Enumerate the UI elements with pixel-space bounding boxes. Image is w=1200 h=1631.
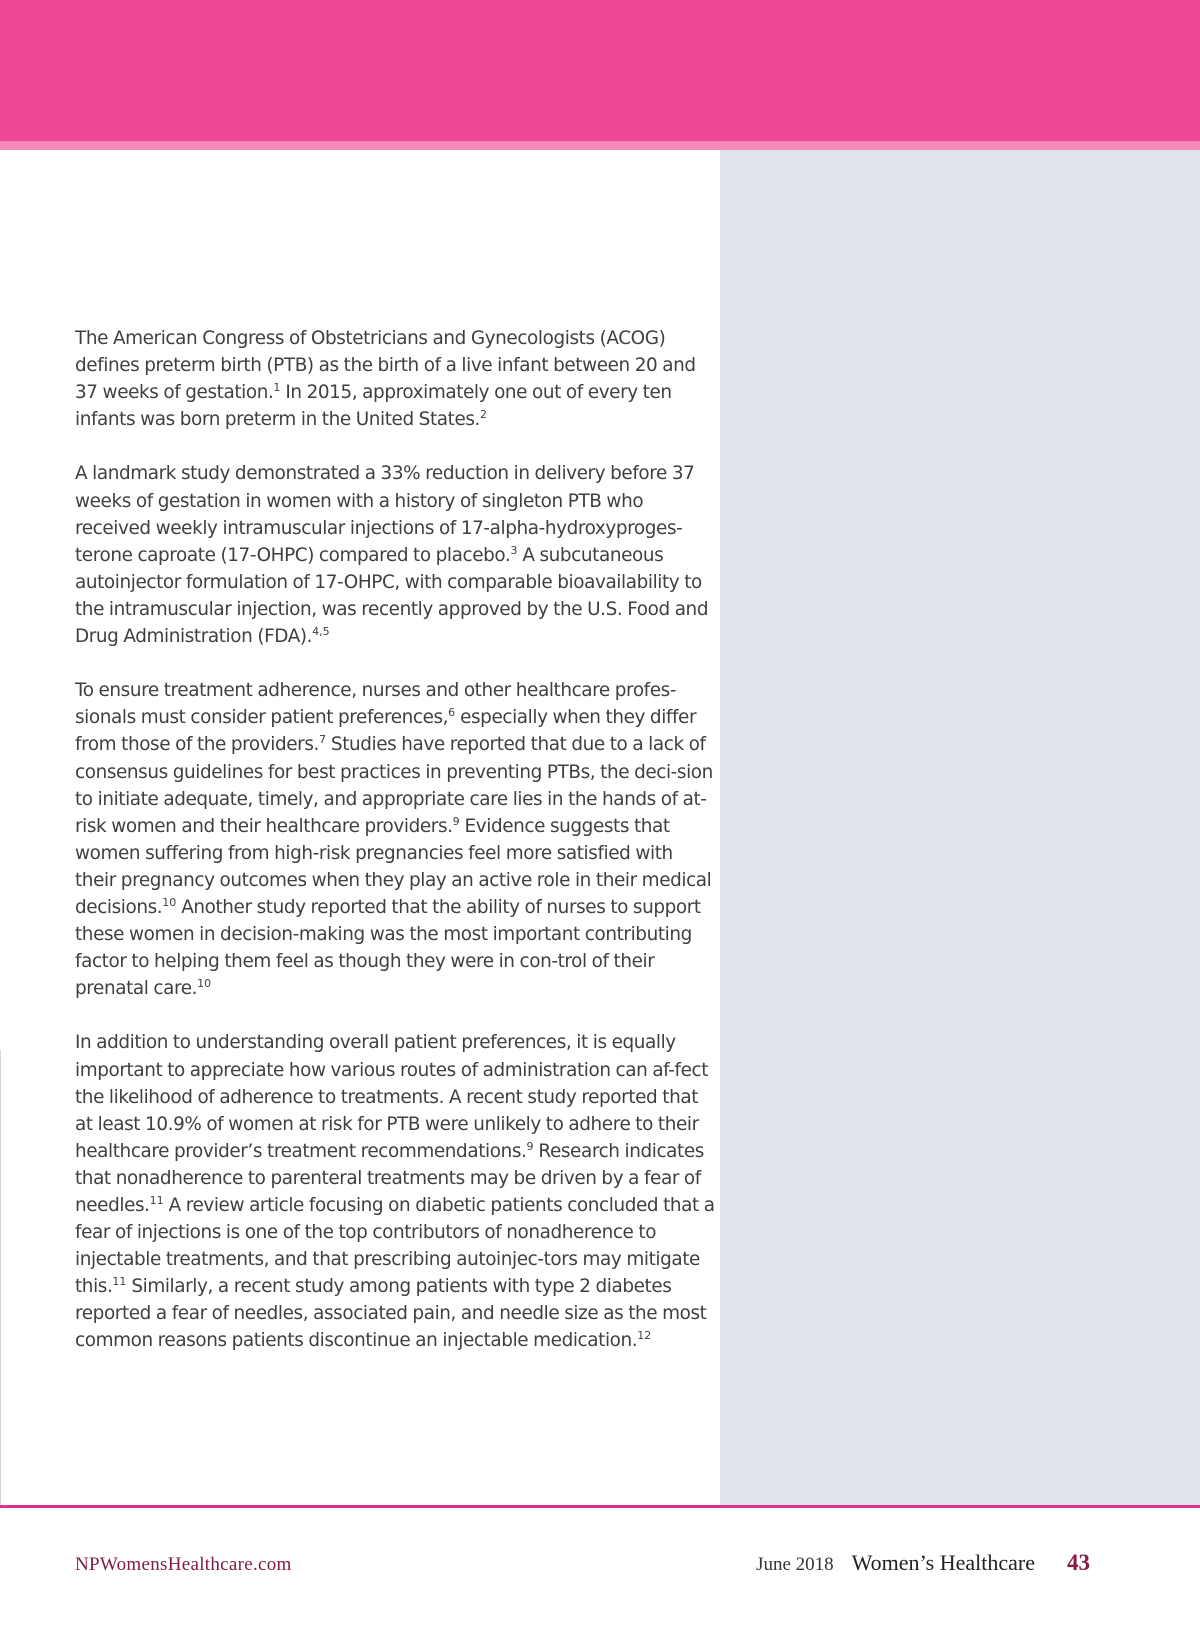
citation-superscript: 2 bbox=[480, 408, 487, 422]
paragraph-text: In addition to understanding overall patient preferences, it is equally important to appreciate how various routes of administration can af-fect the likelihood of adherence to treatments. A recent study reported that at least 10.9% of women at risk for PTB were unlikely to adhere to their healthcare provider’s treatment recommendations. bbox=[75, 1032, 709, 1162]
paragraph-text: Studies have reported that due to a lack of consensus guidelines for best practices in preventing PTBs, the deci-sion to initiate adequate, timely, and appropriate care lies in the hands of at-risk women and their healthcare providers. bbox=[75, 734, 713, 837]
citation-superscript: 9 bbox=[526, 1139, 534, 1153]
footer-publication-info bbox=[756, 1550, 1090, 1576]
citation-superscript: 11 bbox=[112, 1275, 127, 1289]
article-paragraph bbox=[75, 460, 715, 650]
citation-superscript: 7 bbox=[318, 733, 326, 747]
paragraph-text: Research indicates that nonadherence to parenteral treatments may be driven by a fear of needles. bbox=[75, 1140, 704, 1216]
citation-superscript: 11 bbox=[149, 1194, 164, 1207]
paragraph-text: Evidence suggests that women suffering from high-risk pregnancies feel more satisfied with their pregnancy outcomes when they play an active role in their medical decisions. bbox=[75, 815, 712, 918]
footer-issue-date: June 2018 bbox=[756, 1554, 834, 1575]
citation-superscript: 10 bbox=[197, 977, 212, 991]
paragraph-text: To ensure treatment adherence, nurses and other healthcare profes-sionals must consider patient preferences, bbox=[75, 680, 677, 729]
header-stripe bbox=[0, 141, 1200, 150]
paragraph-text: The American Congress of Obstetricians and Gynecologists (ACOG) defines preterm birth (PTB) as the birth of a live infant between 20 and 37 weeks of gestation. bbox=[75, 328, 696, 404]
paragraph-text: Similarly, a recent study among patients with type 2 diabetes reported a fear of needles, associated pain, and needle size as the most common reasons patients discontinue an injectable medication. bbox=[75, 1276, 707, 1352]
paragraph-text: A review article focusing on diabetic patients concluded that a fear of injections is one of the top contributors of nonadherence to injectable treatments, and that prescribing autoinjec-tors may mitigate this. bbox=[75, 1195, 715, 1298]
left-margin-rule bbox=[0, 1050, 1, 1507]
citation-superscript: 10 bbox=[162, 895, 177, 909]
citation-superscript: 1 bbox=[273, 381, 281, 395]
paragraph-text: Another study reported that the ability of nurses to support these women in decision-making was the most important contributing factor to helping them feel as though they were in con-trol of their prenatal care. bbox=[75, 896, 701, 1000]
header-band bbox=[0, 0, 1200, 141]
paragraph-text: A landmark study demonstrated a 33% reduction in delivery before 37 weeks of gestation in women with a history of singleton PTB who received weekly intramuscular injections of 17-alpha-hydroxyproges-terone caproate (17-OHPC) compared to placebo. bbox=[75, 463, 695, 566]
article-paragraph bbox=[75, 1029, 715, 1354]
citation-superscript: 3 bbox=[510, 543, 518, 557]
footer-rule bbox=[0, 1505, 1200, 1508]
article-paragraph bbox=[75, 677, 715, 1002]
citation-superscript: 4,5 bbox=[312, 625, 330, 639]
footer-magazine-title: Women’s Healthcare bbox=[851, 1550, 1035, 1575]
paragraph-text: especially when they differ from those of the providers. bbox=[75, 707, 697, 756]
citation-superscript: 6 bbox=[448, 706, 456, 720]
article-body bbox=[75, 325, 715, 1382]
paragraph-text: A subcutaneous autoinjector formulation of 17-OHPC, with comparable bioavailability to the intramuscular injection, was recently approved by the U.S. Food and Drug Administration (FDA). bbox=[75, 544, 709, 648]
article-paragraph bbox=[75, 325, 715, 433]
sidebar-panel bbox=[720, 150, 1200, 1507]
footer-website-link[interactable]: NPWomensHealthcare.com bbox=[75, 1554, 292, 1575]
citation-superscript: 12 bbox=[637, 1329, 652, 1343]
paragraph-text: In 2015, approximately one out of every ten infants was born preterm in the United States. bbox=[75, 382, 672, 431]
citation-superscript: 9 bbox=[452, 814, 460, 828]
page-number: 43 bbox=[1067, 1550, 1090, 1575]
